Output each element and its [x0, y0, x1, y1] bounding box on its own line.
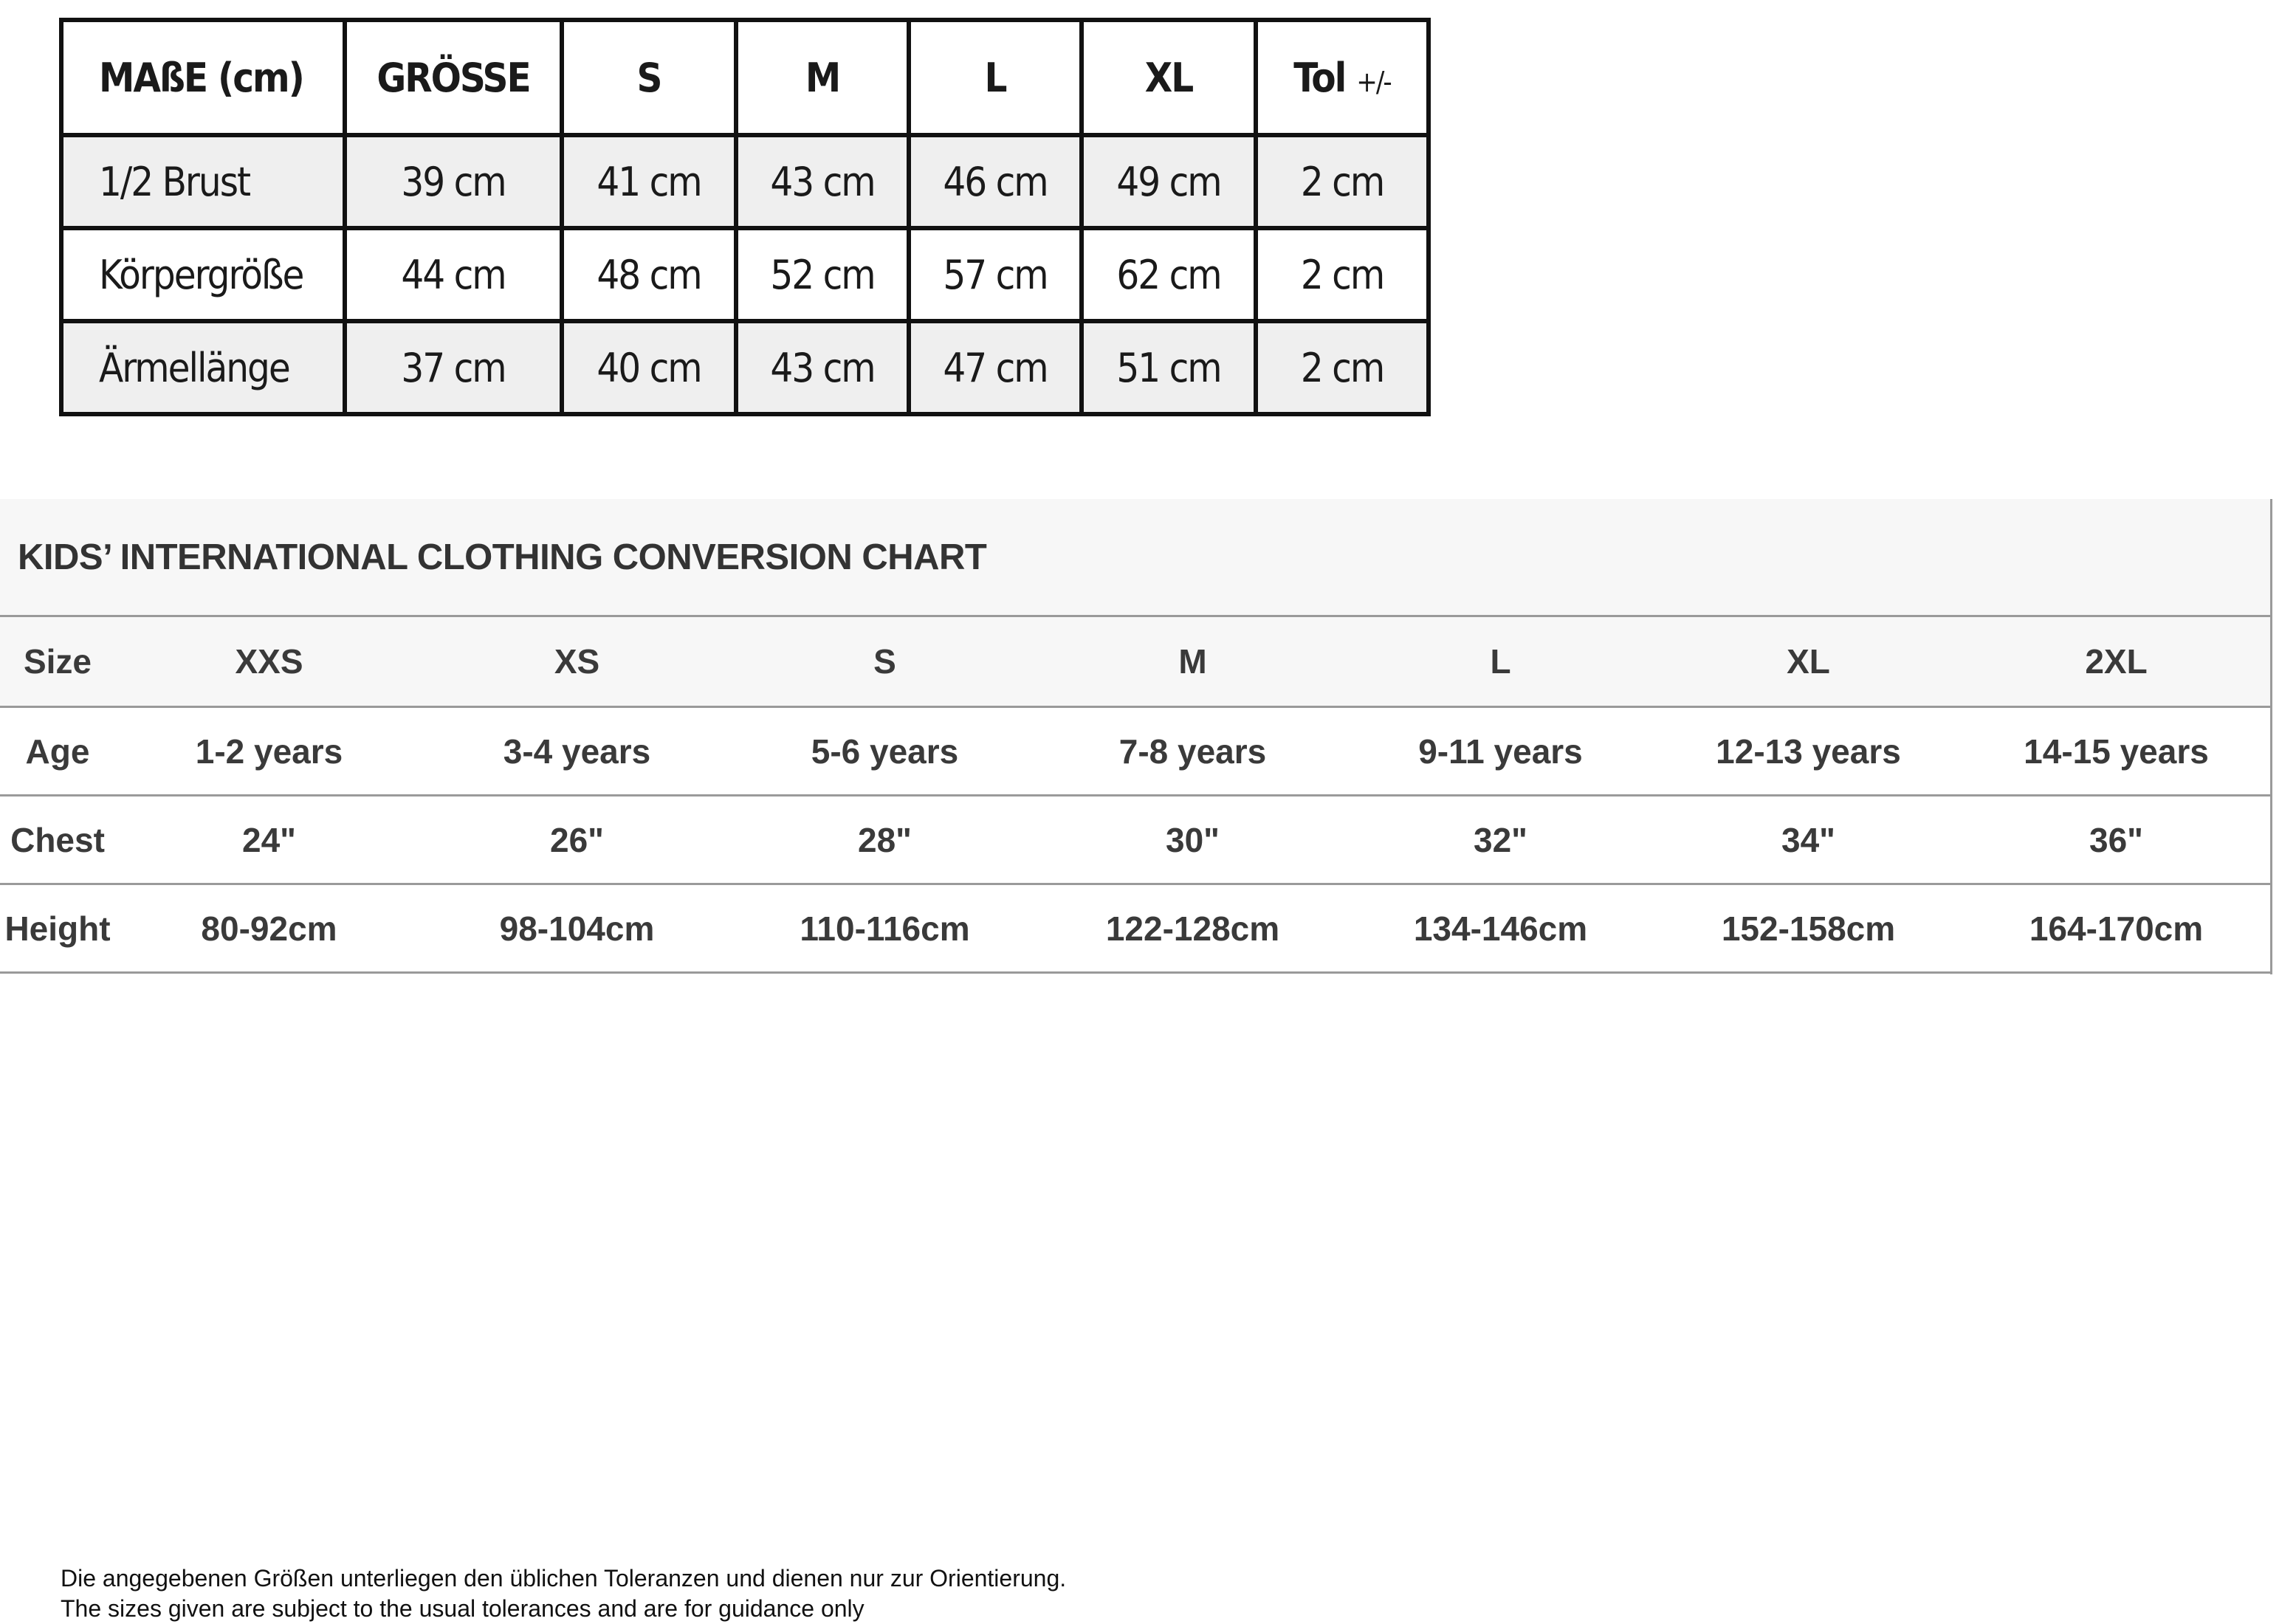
header-xxs: XXS: [115, 617, 423, 707]
table-row: [0, 796, 2270, 884]
table-cell: 122-128cm: [1039, 884, 1347, 973]
table-cell: 30": [1039, 796, 1347, 884]
table-cell: 26": [423, 796, 731, 884]
header-xs: XS: [423, 617, 731, 707]
table-cell: 7-8 years: [1039, 707, 1347, 796]
conversion-chart-title-bar: [0, 499, 2270, 617]
header-l: L: [909, 20, 1082, 135]
table-cell: 28": [731, 796, 1039, 884]
table-cell: 12-13 years: [1654, 707, 1962, 796]
row-label: 1/2 Brust: [61, 135, 345, 228]
table-cell: 52 cm: [736, 228, 909, 321]
header-tolerance: [1256, 20, 1429, 135]
header-m: M: [736, 20, 909, 135]
table-cell: 44 cm: [345, 228, 562, 321]
row-label: Age: [0, 707, 115, 796]
table-cell: 3-4 years: [423, 707, 731, 796]
table-cell: 37 cm: [345, 321, 562, 414]
footnotes: [61, 1563, 1066, 1624]
table-cell: 43 cm: [736, 135, 909, 228]
table-cell: 5-6 years: [731, 707, 1039, 796]
size-table: [59, 18, 1431, 416]
header-tolerance-label: Tol: [1293, 54, 1346, 101]
table-cell: 49 cm: [1082, 135, 1256, 228]
kids-conversion-chart: [0, 499, 2272, 974]
conversion-table: [0, 617, 2270, 974]
header-size: GRÖSSE: [345, 20, 562, 135]
row-label: Chest: [0, 796, 115, 884]
table-cell: 9-11 years: [1347, 707, 1654, 796]
header-xl: XL: [1082, 20, 1256, 135]
table-cell: 47 cm: [909, 321, 1082, 414]
size-table-header-row: [61, 20, 1429, 135]
header-l: L: [1347, 617, 1654, 707]
table-cell: 164-170cm: [1962, 884, 2270, 973]
row-label: Ärmellänge: [61, 321, 345, 414]
table-cell: 32": [1347, 796, 1654, 884]
table-cell: 62 cm: [1082, 228, 1256, 321]
header-m: M: [1039, 617, 1347, 707]
table-cell: 43 cm: [736, 321, 909, 414]
table-cell: 134-146cm: [1347, 884, 1654, 973]
table-cell: 51 cm: [1082, 321, 1256, 414]
table-cell: 57 cm: [909, 228, 1082, 321]
table-cell: 36": [1962, 796, 2270, 884]
table-cell: 1-2 years: [115, 707, 423, 796]
footnote-german: Die angegebenen Größen unterliegen den üblichen Toleranzen und dienen nur zur Orientierung.: [61, 1565, 1067, 1592]
table-cell: 80-92cm: [115, 884, 423, 973]
header-tolerance-suffix: +/-: [1356, 65, 1391, 98]
table-row: [61, 321, 1429, 414]
table-cell: 41 cm: [562, 135, 736, 228]
table-cell: 2 cm: [1256, 321, 1429, 414]
table-cell: 39 cm: [345, 135, 562, 228]
header-measurements: MAßE (cm): [61, 20, 345, 135]
table-cell: 24": [115, 796, 423, 884]
table-row: [61, 135, 1429, 228]
row-label: Height: [0, 884, 115, 973]
table-row: [0, 884, 2270, 973]
table-cell: 34": [1654, 796, 1962, 884]
header-s: S: [562, 20, 736, 135]
row-label: Körpergröße: [61, 228, 345, 321]
table-cell: 2 cm: [1256, 228, 1429, 321]
footnote-english: The sizes given are subject to the usual tolerances and are for guidance only: [61, 1595, 865, 1622]
conversion-header-row: [0, 617, 2270, 707]
table-cell: 46 cm: [909, 135, 1082, 228]
table-cell: 14-15 years: [1962, 707, 2270, 796]
header-2xl: 2XL: [1962, 617, 2270, 707]
table-cell: 2 cm: [1256, 135, 1429, 228]
header-size: Size: [0, 617, 115, 707]
table-cell: 48 cm: [562, 228, 736, 321]
header-xl: XL: [1654, 617, 1962, 707]
table-row: [61, 228, 1429, 321]
table-cell: 110-116cm: [731, 884, 1039, 973]
table-row: [0, 707, 2270, 796]
conversion-chart-title: KIDS’ INTERNATIONAL CLOTHING CONVERSION CHART: [18, 537, 987, 577]
table-cell: 40 cm: [562, 321, 736, 414]
table-cell: 152-158cm: [1654, 884, 1962, 973]
table-cell: 98-104cm: [423, 884, 731, 973]
header-s: S: [731, 617, 1039, 707]
